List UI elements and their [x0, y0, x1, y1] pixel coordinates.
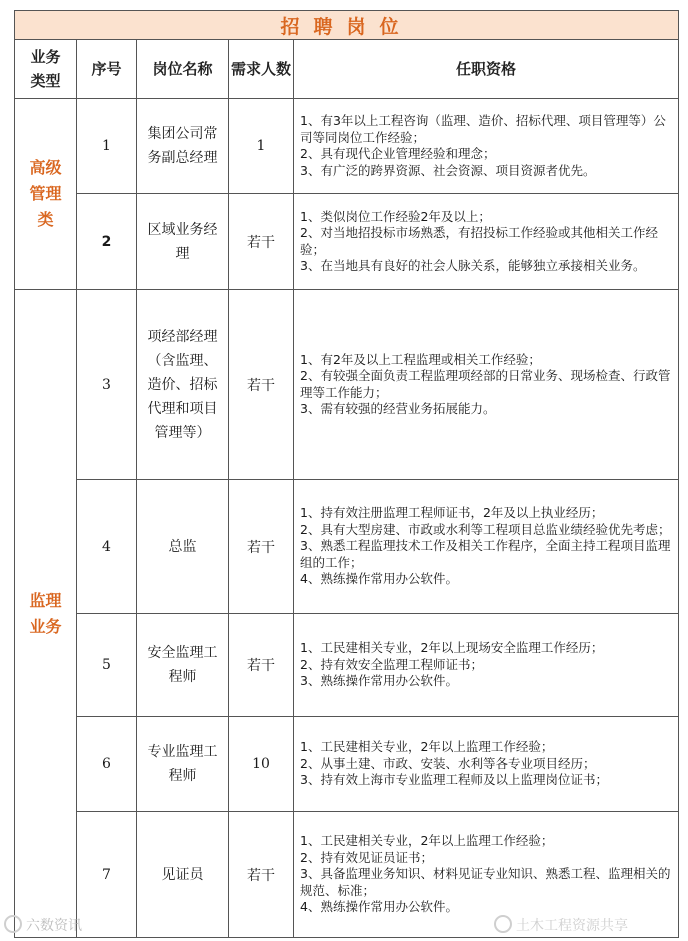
requirement-line: 4、熟练操作常用办公软件。 [300, 899, 458, 915]
category-senior: 高级管理类 [15, 99, 77, 290]
requirement-line: 4、熟练操作常用办公软件。 [300, 571, 458, 587]
watermark-left-text: 六数资讯 [26, 918, 82, 934]
requirement-line: 2、从事土建、市政、安装、水利等各专业项目经历； [300, 755, 596, 771]
recruitment-table [14, 10, 679, 938]
watermark-right [494, 915, 628, 935]
requirement-line: 1、有3年以上工程咨询（监理、造价、招标代理、项目管理等）公司等同岗位工作经验； [300, 113, 666, 145]
demand-count: 10 [229, 717, 294, 812]
demand-count: 1 [229, 99, 294, 194]
table-row [15, 99, 679, 194]
requirement-line: 3、熟练操作常用办公软件。 [300, 673, 458, 689]
table-title: 招聘岗位 [15, 11, 679, 40]
requirement-line: 1、有2年及以上工程监理或相关工作经验； [300, 351, 541, 367]
category-supervision: 监理业务 [15, 290, 77, 938]
position-name: 项经部经理（含监理、造价、招标代理和项目管理等） [137, 290, 229, 480]
recruitment-sheet [14, 10, 678, 938]
row-number: 7 [77, 812, 137, 938]
requirement-line: 2、持有效见证员证书； [300, 849, 433, 865]
requirement-line: 1、持有效注册监理工程师证书，2年及以上执业经历； [300, 505, 604, 521]
header-number: 序号 [77, 40, 137, 99]
row-number: 5 [77, 614, 137, 717]
requirements-cell [294, 290, 679, 480]
row-number: 2 [77, 194, 137, 290]
table-row [15, 717, 679, 812]
requirements-cell [294, 194, 679, 290]
row-number: 3 [77, 290, 137, 480]
position-name: 专业监理工程师 [137, 717, 229, 812]
header-row [15, 40, 679, 99]
requirements-cell [294, 614, 679, 717]
requirement-line: 3、有广泛的跨界资源、社会资源、项目资源者优先。 [300, 162, 596, 178]
requirement-line: 1、工民建相关专业，2年以上监理工作经验； [300, 739, 554, 755]
table-row [15, 480, 679, 614]
requirements-cell [294, 480, 679, 614]
position-name: 集团公司常务副总经理 [137, 99, 229, 194]
header-category: 业务类型 [15, 40, 77, 99]
requirement-line: 2、持有效安全监理工程师证书； [300, 656, 483, 672]
position-name: 总监 [137, 480, 229, 614]
header-position: 岗位名称 [137, 40, 229, 99]
requirements-cell [294, 99, 679, 194]
requirement-line: 2、对当地招投标市场熟悉，有招投标工作经验或其他相关工作经验； [300, 225, 658, 257]
requirement-line: 3、需有较强的经营业务拓展能力。 [300, 401, 496, 416]
row-number: 1 [77, 99, 137, 194]
demand-count: 若干 [229, 480, 294, 614]
demand-count: 若干 [229, 194, 294, 290]
position-name: 区域业务经理 [137, 194, 229, 290]
table-row [15, 290, 679, 480]
requirement-line: 2、具有现代企业管理经验和理念； [300, 146, 496, 161]
requirement-line: 1、工民建相关专业，2年以上监理工作经验； [300, 833, 554, 849]
requirement-line: 3、熟悉工程监理技术工作及相关工作程序，全面主持工程项目监理组的工作； [300, 538, 671, 570]
row-number: 6 [77, 717, 137, 812]
requirement-line: 1、工民建相关专业，2年以上现场安全监理工作经历； [300, 640, 604, 656]
requirement-line: 3、持有效上海市专业监理工程师及以上监理岗位证书； [300, 772, 608, 788]
demand-count: 若干 [229, 812, 294, 938]
watermark-right-text: 土木工程资源共享 [516, 918, 628, 934]
header-requirements: 任职资格 [294, 40, 679, 99]
requirement-line: 3、具备监理业务知识、材料见证专业知识、熟悉工程、监理相关的规范、标准； [300, 866, 671, 898]
demand-count: 若干 [229, 290, 294, 480]
position-name: 见证员 [137, 812, 229, 938]
demand-count: 若干 [229, 614, 294, 717]
title-row [15, 11, 679, 40]
wechat-logo-icon [494, 915, 512, 933]
header-demand: 需求人数 [229, 40, 294, 99]
requirement-line: 3、在当地具有良好的社会人脉关系，能够独立承接相关业务。 [300, 258, 646, 273]
table-row [15, 194, 679, 290]
watermark-left [4, 915, 82, 935]
requirement-line: 1、类似岗位工作经验2年及以上； [300, 208, 491, 224]
row-number: 4 [77, 480, 137, 614]
requirement-line: 2、具有大型房建、市政或水利等工程项目总监业绩经验优先考虑； [300, 521, 671, 537]
watermark-logo-icon [4, 915, 22, 933]
requirement-line: 2、有较强全面负责工程监理项经部的日常业务、现场检查、行政管理等工作能力； [300, 368, 671, 400]
requirements-cell [294, 717, 679, 812]
table-row [15, 614, 679, 717]
position-name: 安全监理工程师 [137, 614, 229, 717]
